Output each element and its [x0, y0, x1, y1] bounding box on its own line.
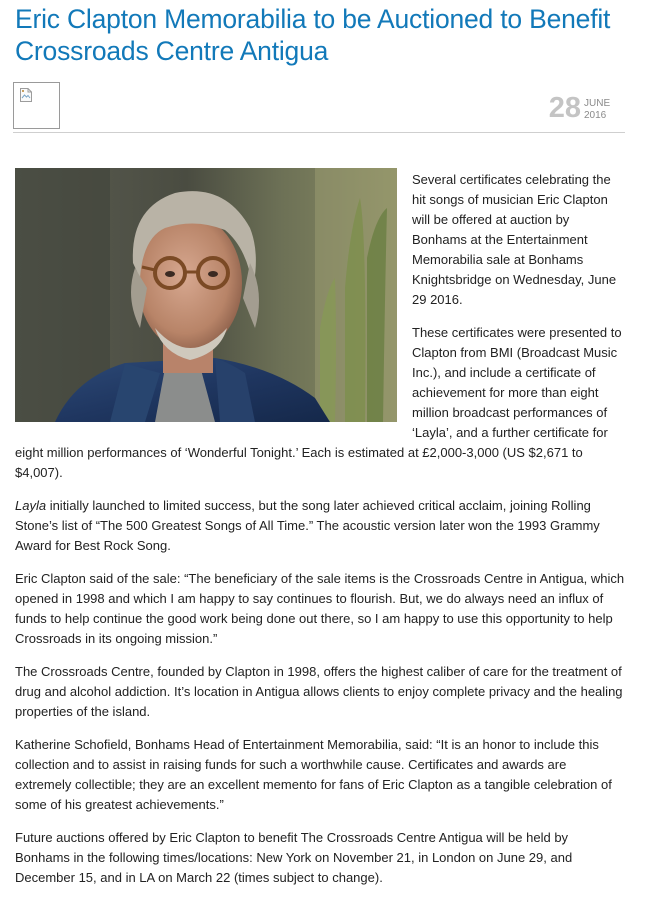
paragraph-7: Future auctions offered by Eric Clapton to benefit The Crossroads Centre Antigua will be held by Bonhams in the following times/locations: New York on November 21, in London on June 29, and December 15, and in LA on March 22 (times subject to change).	[15, 830, 573, 885]
article-meta-row	[13, 82, 625, 133]
portrait-photo-illustration	[15, 168, 397, 422]
broken-image-icon	[20, 88, 32, 102]
song-title-layla: Layla	[15, 498, 47, 513]
paragraph-1: Several certificates celebrating the hit songs of musician Eric Clapton will be offered at auction by Bonhams at the Entertainment Memorabilia sale at Bonhams Knightsbridge on Wednesday, June 29 2016.	[412, 172, 617, 307]
date-day: 28	[548, 92, 581, 124]
date-month: JUNE	[584, 98, 611, 109]
article-body	[15, 163, 625, 901]
paragraph-3	[15, 496, 625, 556]
paragraph-3-text: initially launched to limited success, but the song later achieved critical acclaim, joining Rolling Stone’s list of “The 500 Greatest Songs of All Time.” The acoustic version later won the 1993 Grammy Award for Best Rock Song.	[15, 498, 600, 553]
author-thumbnail[interactable]	[13, 82, 60, 129]
article-title: Eric Clapton Memorabilia to be Auctioned to Benefit Crossroads Centre Antigua	[15, 4, 611, 66]
paragraph-4: Eric Clapton said of the sale: “The beneficiary of the sale items is the Crossroads Centre in Antigua, which opened in 1998 and which I am happy to say continues to flourish. But, we do always need an influx of funds to help continue the good work being done out there, so I am happy to use this opportunity to help Crossroads in its ongoing mission.”	[15, 571, 625, 646]
paragraph-5: The Crossroads Centre, founded by Clapton in 1998, offers the highest caliber of care for the treatment of drug and alcohol addiction. It’s location in Antigua allows clients to enjoy complete privacy and the healing properties of the island.	[15, 664, 623, 719]
paragraph-6: Katherine Schofield, Bonhams Head of Entertainment Memorabilia, said: “It is an honor to include this collection and to assist in raising funds for such a worthwhile cause. Certificates and awards are extremely collectible; they are an excellent memento for fans of Eric Clapton as a tangible celebration of some of his greatest achievements.”	[15, 737, 612, 812]
paragraph-2: These certificates were presented to Clapton from BMI (Broadcast Music Inc.), and include a certificate of achievement for more than eight million broadcast performances of ‘Layla’, and a further certificate for eight million performances of ‘Wonderful Tonight.’ Each is estimated at £2,000-3,000 (US $2,671 to $4,007).	[15, 325, 622, 480]
date-year: 2016	[584, 110, 607, 121]
article-photo	[15, 168, 397, 422]
